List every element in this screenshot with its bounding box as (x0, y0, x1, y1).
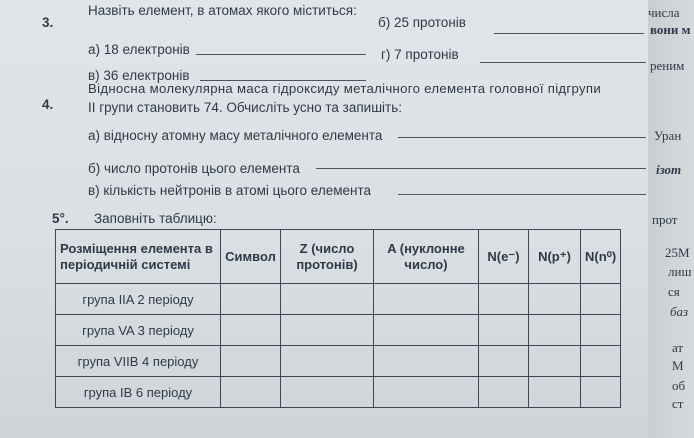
table-cell[interactable] (221, 315, 281, 346)
table-cell[interactable] (581, 315, 621, 346)
element-table (55, 229, 621, 408)
margin-text: 25М (665, 245, 690, 260)
row-label: група VA 3 періоду (56, 315, 221, 346)
table-cell[interactable] (374, 346, 479, 377)
table-cell[interactable] (529, 284, 581, 315)
q4-option-a: а) відносну атомну масу металічного елемента (88, 128, 383, 143)
header-a: A (нуклонне число) (374, 230, 479, 284)
table-cell[interactable] (221, 377, 281, 408)
q4-line2: ІІ групи становить 74. Обчисліть усно та запишіть: (88, 100, 402, 115)
table-row (56, 377, 621, 408)
table-cell[interactable] (529, 377, 581, 408)
margin-text: Уран (654, 128, 682, 143)
margin-text: М (672, 358, 684, 373)
table-cell[interactable] (374, 315, 479, 346)
q4-answer-line-v[interactable] (398, 194, 646, 195)
q4-answer-line-a[interactable] (398, 137, 646, 138)
table-row (56, 284, 621, 315)
q3-answer-line-b[interactable] (494, 33, 644, 34)
margin-text: об (672, 378, 686, 393)
q3-option-v: в) 36 електронів (88, 68, 190, 83)
q4-option-v: в) кількість нейтронів в атомі цього елемента (88, 183, 372, 198)
table-cell[interactable] (581, 284, 621, 315)
header-position: Розміщення елемента в періодичній системі (56, 230, 221, 284)
q4-answer-line-b[interactable] (316, 168, 646, 169)
table-cell[interactable] (479, 315, 529, 346)
table-cell[interactable] (479, 284, 529, 315)
table-cell[interactable] (581, 377, 621, 408)
table-cell[interactable] (281, 315, 374, 346)
margin-text: лиш (668, 264, 692, 279)
q3-number: 3. (42, 15, 54, 30)
margin-text: баз (670, 304, 689, 319)
q3-prompt: Назвіть елемент, в атомах якого міститься: (88, 3, 357, 18)
q3-answer-line-a[interactable] (196, 54, 366, 55)
margin-text: ат (672, 340, 684, 355)
margin-text: ст (672, 396, 684, 411)
margin-text: ізот (656, 162, 682, 177)
q3-answer-line-g[interactable] (480, 62, 646, 63)
q5-prompt: Заповніть таблицю: (94, 211, 217, 226)
header-electrons: N(e⁻) (479, 230, 529, 284)
table-cell[interactable] (479, 377, 529, 408)
table-header-row (56, 230, 621, 284)
table-cell[interactable] (529, 315, 581, 346)
q3-option-b: б) 25 протонів (378, 15, 466, 30)
header-symbol: Символ (221, 230, 281, 284)
table-row (56, 315, 621, 346)
q4-line1: Відносна молекулярна маса гідроксиду металічного елемента головної підгрупи (88, 81, 602, 96)
margin-text: реним (650, 58, 685, 73)
table-row (56, 346, 621, 377)
header-protons: N(p⁺) (529, 230, 581, 284)
margin-text: числа (648, 5, 680, 20)
table-cell[interactable] (281, 284, 374, 315)
table-cell[interactable] (374, 377, 479, 408)
q3-option-g: г) 7 протонів (381, 47, 459, 62)
margin-text: вони м (650, 22, 691, 37)
row-label: група VIIB 4 періоду (56, 346, 221, 377)
table-cell[interactable] (221, 284, 281, 315)
q3-option-a: а) 18 електронів (88, 42, 190, 57)
table-cell[interactable] (479, 346, 529, 377)
table-cell[interactable] (221, 346, 281, 377)
margin-text: ся (668, 284, 680, 299)
row-label: група IB 6 періоду (56, 377, 221, 408)
margin-text: прот (652, 212, 678, 227)
table-cell[interactable] (374, 284, 479, 315)
table-cell[interactable] (281, 377, 374, 408)
header-z: Z (число протонів) (281, 230, 374, 284)
row-label: група IIA 2 періоду (56, 284, 221, 315)
table-cell[interactable] (281, 346, 374, 377)
header-neutrons: N(n⁰) (581, 230, 621, 284)
table-cell[interactable] (529, 346, 581, 377)
q4-number: 4. (42, 97, 54, 112)
q5-number: 5°. (52, 211, 69, 226)
q4-option-b: б) число протонів цього елемента (88, 161, 300, 176)
table-cell[interactable] (581, 346, 621, 377)
